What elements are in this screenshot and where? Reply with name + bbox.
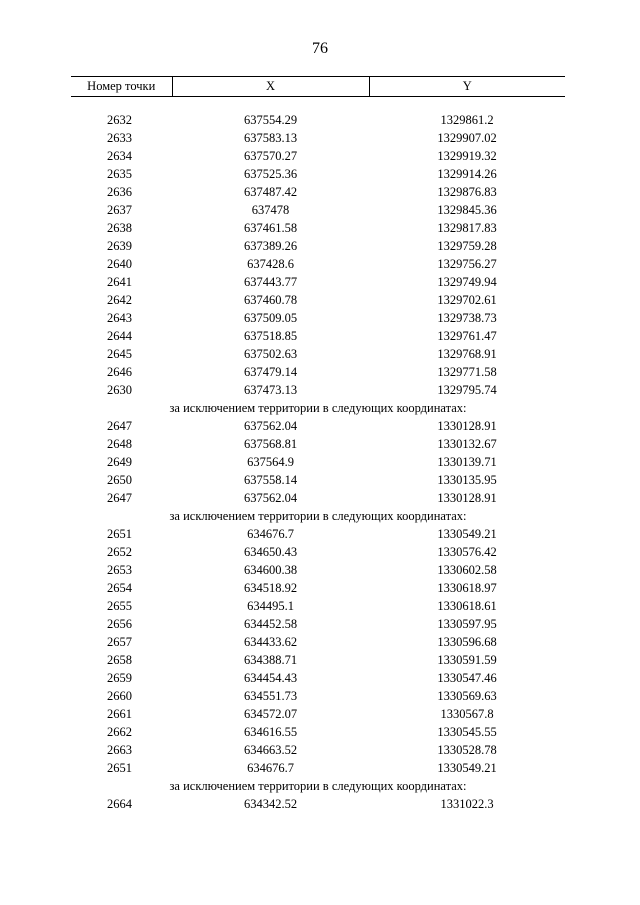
- x-coordinate-cell: 634676.7: [247, 527, 294, 541]
- table-row: [71, 111, 565, 129]
- y-coordinate-cell: 1329876.83: [437, 185, 497, 199]
- table-body: [71, 97, 565, 814]
- point-number-cell: 2650: [107, 473, 132, 487]
- x-coordinate-cell: 637554.29: [243, 113, 298, 127]
- page-number: 76: [312, 40, 328, 57]
- x-coordinate-cell: 634676.7: [247, 761, 294, 775]
- x-coordinate-cell: 634551.73: [243, 689, 298, 703]
- table-row: [71, 237, 565, 255]
- y-coordinate-cell: 1329907.02: [437, 131, 497, 145]
- table-row: [71, 633, 565, 651]
- point-number-cell: 2633: [107, 131, 132, 145]
- point-number-cell: 2639: [107, 239, 132, 253]
- x-coordinate-cell: 637487.42: [243, 185, 298, 199]
- header-y: Y: [369, 77, 565, 97]
- point-number-cell: 2664: [107, 797, 132, 811]
- y-coordinate-cell: 1330618.97: [437, 581, 497, 595]
- point-number-cell: 2653: [107, 563, 132, 577]
- point-number-cell: 2652: [107, 545, 132, 559]
- table-row: [71, 705, 565, 723]
- x-coordinate-cell: 637564.9: [247, 455, 294, 469]
- table-header: [71, 77, 565, 97]
- point-number-cell: 2648: [107, 437, 132, 451]
- point-number-cell: 2647: [107, 491, 132, 505]
- point-number-cell: 2643: [107, 311, 132, 325]
- point-number-cell: 2634: [107, 149, 132, 163]
- table-row: [71, 579, 565, 597]
- y-coordinate-cell: 1330618.61: [437, 599, 497, 613]
- table-row: [71, 687, 565, 705]
- exclusion-note: за исключением территории в следующих координатах:: [169, 509, 467, 523]
- table-row: [71, 453, 565, 471]
- coordinates-table: [71, 76, 565, 813]
- y-coordinate-cell: 1330569.63: [437, 689, 497, 703]
- table-row: [71, 759, 565, 777]
- table-row: [71, 435, 565, 453]
- y-coordinate-cell: 1330596.68: [437, 635, 497, 649]
- y-coordinate-cell: 1329817.83: [437, 221, 497, 235]
- table-row: [71, 489, 565, 507]
- y-coordinate-cell: 1330139.71: [437, 455, 497, 469]
- x-coordinate-cell: 637479.14: [243, 365, 298, 379]
- table-row: [71, 165, 565, 183]
- x-coordinate-cell: 634495.1: [247, 599, 294, 613]
- table-row: [71, 345, 565, 363]
- exclusion-note-row: [71, 777, 565, 795]
- y-coordinate-cell: 1330545.55: [437, 725, 497, 739]
- exclusion-note-row: [71, 399, 565, 417]
- x-coordinate-cell: 637562.04: [243, 491, 298, 505]
- y-coordinate-cell: 1329919.32: [437, 149, 497, 163]
- y-coordinate-cell: 1330576.42: [437, 545, 497, 559]
- point-number-cell: 2651: [107, 527, 132, 541]
- exclusion-note: за исключением территории в следующих координатах:: [169, 401, 467, 415]
- point-number-cell: 2662: [107, 725, 132, 739]
- exclusion-note-row: [71, 507, 565, 525]
- x-coordinate-cell: 637461.58: [243, 221, 298, 235]
- y-coordinate-cell: 1329845.36: [437, 203, 497, 217]
- y-coordinate-cell: 1330549.21: [437, 527, 497, 541]
- point-number-cell: 2658: [107, 653, 132, 667]
- y-coordinate-cell: 1329759.28: [437, 239, 497, 253]
- table-spacer: [71, 97, 565, 112]
- y-coordinate-cell: 1329749.94: [437, 275, 497, 289]
- point-number-cell: 2641: [107, 275, 132, 289]
- y-coordinate-cell: 1330135.95: [437, 473, 497, 487]
- point-number-cell: 2635: [107, 167, 132, 181]
- point-number-cell: 2630: [107, 383, 132, 397]
- point-number-cell: 2642: [107, 293, 132, 307]
- header-x: X: [172, 77, 369, 97]
- table-row: [71, 741, 565, 759]
- spacer-cell: [71, 97, 565, 112]
- y-coordinate-cell: 1330528.78: [437, 743, 497, 757]
- table-row: [71, 291, 565, 309]
- x-coordinate-cell: 637473.13: [243, 383, 298, 397]
- x-coordinate-cell: 637518.85: [243, 329, 298, 343]
- x-coordinate-cell: 634663.52: [243, 743, 298, 757]
- table-row: [71, 795, 565, 813]
- x-coordinate-cell: 637568.81: [243, 437, 298, 451]
- x-coordinate-cell: 637562.04: [243, 419, 298, 433]
- x-coordinate-cell: 634518.92: [243, 581, 298, 595]
- x-coordinate-cell: 637509.05: [243, 311, 298, 325]
- y-coordinate-cell: 1329702.61: [437, 293, 497, 307]
- table-row: [71, 309, 565, 327]
- table-row: [71, 219, 565, 237]
- x-coordinate-cell: 637525.36: [243, 167, 298, 181]
- x-coordinate-cell: 637502.63: [243, 347, 298, 361]
- y-coordinate-cell: 1329756.27: [437, 257, 497, 271]
- table-row: [71, 669, 565, 687]
- table-row: [71, 525, 565, 543]
- table-row: [71, 471, 565, 489]
- x-coordinate-cell: 634342.52: [243, 797, 298, 811]
- table-row: [71, 561, 565, 579]
- y-coordinate-cell: 1330132.67: [437, 437, 497, 451]
- point-number-cell: 2640: [107, 257, 132, 271]
- y-coordinate-cell: 1329738.73: [437, 311, 497, 325]
- point-number-cell: 2647: [107, 419, 132, 433]
- table-row: [71, 147, 565, 165]
- table-row: [71, 273, 565, 291]
- point-number-cell: 2651: [107, 761, 132, 775]
- y-coordinate-cell: 1329861.2: [440, 113, 494, 127]
- x-coordinate-cell: 634433.62: [243, 635, 298, 649]
- y-coordinate-cell: 1329914.26: [437, 167, 497, 181]
- x-coordinate-cell: 634454.43: [243, 671, 298, 685]
- y-coordinate-cell: 1330591.59: [437, 653, 497, 667]
- table-row: [71, 723, 565, 741]
- point-number-cell: 2646: [107, 365, 132, 379]
- x-coordinate-cell: 634616.55: [243, 725, 298, 739]
- table-row: [71, 417, 565, 435]
- table-row: [71, 651, 565, 669]
- point-number-cell: 2637: [107, 203, 132, 217]
- table-row: [71, 597, 565, 615]
- point-number-cell: 2644: [107, 329, 132, 343]
- x-coordinate-cell: 637443.77: [243, 275, 298, 289]
- x-coordinate-cell: 634452.58: [243, 617, 298, 631]
- x-coordinate-cell: 637583.13: [243, 131, 298, 145]
- y-coordinate-cell: 1330597.95: [437, 617, 497, 631]
- table-row: [71, 129, 565, 147]
- table-row: [71, 201, 565, 219]
- point-number-cell: 2632: [107, 113, 132, 127]
- point-number-cell: 2659: [107, 671, 132, 685]
- y-coordinate-cell: 1330602.58: [437, 563, 497, 577]
- x-coordinate-cell: 637558.14: [243, 473, 298, 487]
- table-row: [71, 543, 565, 561]
- point-number-cell: 2655: [107, 599, 132, 613]
- table-row: [71, 381, 565, 399]
- x-coordinate-cell: 637478: [251, 203, 290, 217]
- y-coordinate-cell: 1329768.91: [437, 347, 497, 361]
- x-coordinate-cell: 634650.43: [243, 545, 298, 559]
- y-coordinate-cell: 1329761.47: [437, 329, 497, 343]
- table-row: [71, 615, 565, 633]
- point-number-cell: 2649: [107, 455, 132, 469]
- point-number-cell: 2663: [107, 743, 132, 757]
- x-coordinate-cell: 637460.78: [243, 293, 298, 307]
- point-number-cell: 2661: [107, 707, 132, 721]
- y-coordinate-cell: 1331022.3: [440, 797, 494, 811]
- y-coordinate-cell: 1330567.8: [440, 707, 494, 721]
- y-coordinate-cell: 1330128.91: [437, 419, 497, 433]
- x-coordinate-cell: 637428.6: [247, 257, 294, 271]
- y-coordinate-cell: 1329795.74: [437, 383, 497, 397]
- x-coordinate-cell: 634600.38: [243, 563, 298, 577]
- x-coordinate-cell: 637389.26: [243, 239, 298, 253]
- y-coordinate-cell: 1330547.46: [437, 671, 497, 685]
- point-number-cell: 2657: [107, 635, 132, 649]
- y-coordinate-cell: 1329771.58: [437, 365, 497, 379]
- exclusion-note: за исключением территории в следующих координатах:: [169, 779, 467, 793]
- table-row: [71, 183, 565, 201]
- y-coordinate-cell: 1330128.91: [437, 491, 497, 505]
- table-row: [71, 255, 565, 273]
- x-coordinate-cell: 637570.27: [243, 149, 298, 163]
- y-coordinate-cell: 1330549.21: [437, 761, 497, 775]
- point-number-cell: 2638: [107, 221, 132, 235]
- header-point-number: Номер точки: [71, 77, 172, 97]
- table-row: [71, 327, 565, 345]
- point-number-cell: 2660: [107, 689, 132, 703]
- point-number-cell: 2654: [107, 581, 132, 595]
- point-number-cell: 2645: [107, 347, 132, 361]
- x-coordinate-cell: 634388.71: [243, 653, 298, 667]
- table-row: [71, 363, 565, 381]
- point-number-cell: 2636: [107, 185, 132, 199]
- x-coordinate-cell: 634572.07: [243, 707, 298, 721]
- point-number-cell: 2656: [107, 617, 132, 631]
